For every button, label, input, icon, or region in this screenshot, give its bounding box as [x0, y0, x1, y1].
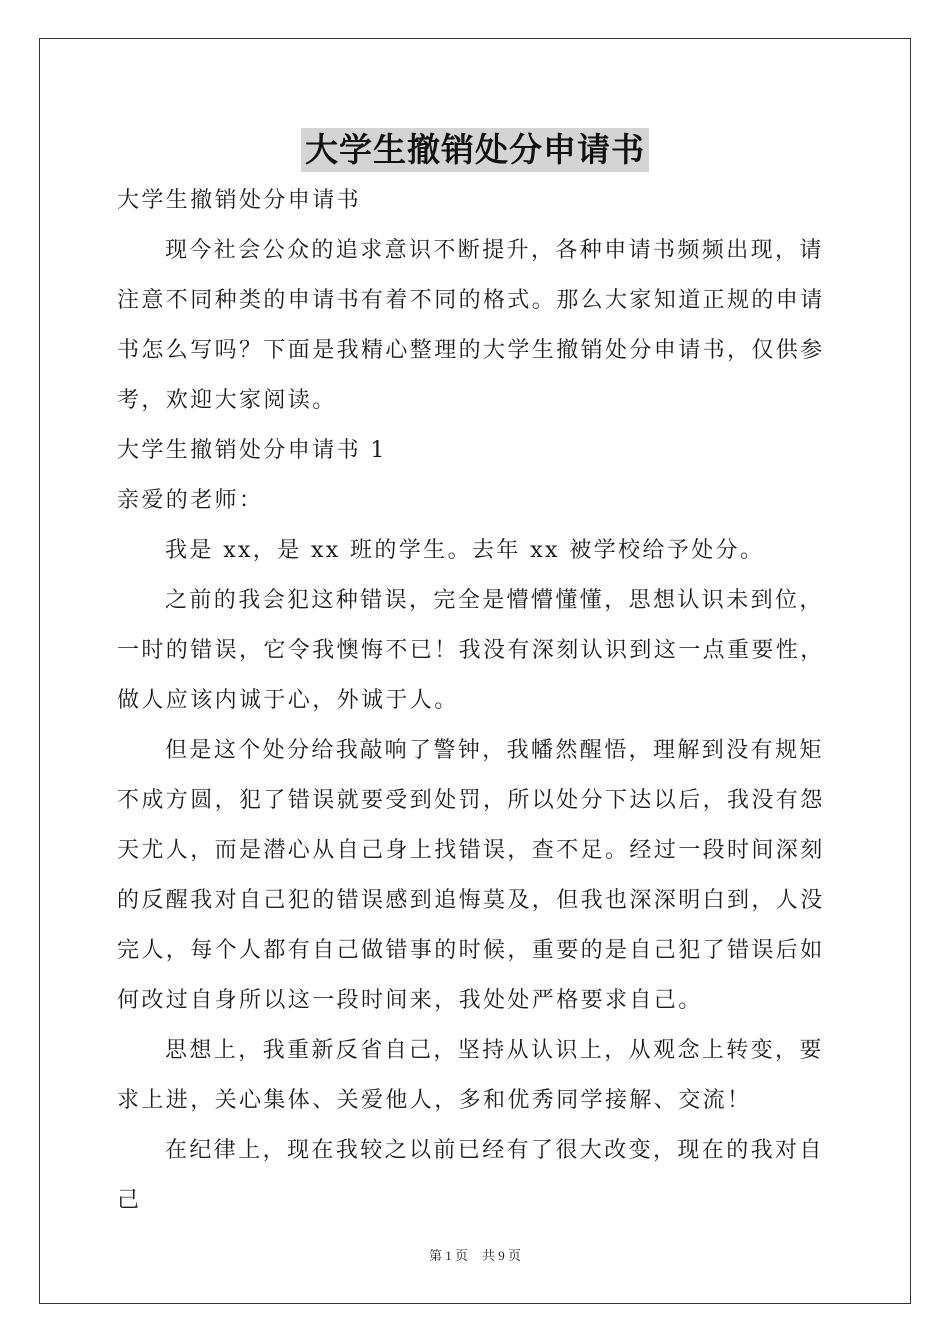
document-title-text: 大学生撤销处分申请书 [301, 128, 649, 172]
paragraph-intro: 现今社会公众的追求意识不断提升，各种申请书频频出现，请注意不同种类的申请书有着不同的格式。那么大家知道正规的申请书怎么写吗？下面是我精心整理的大学生撤销处分申请书，仅供参考，欢迎大家阅读。 [117, 238, 825, 413]
page-number-current: 第 1 页 [428, 1248, 468, 1263]
paragraph-body-4: 思想上，我重新反省自己，坚持从认识上，从观念上转变，要求上进，关心集体、关爱他人，多和优秀同学接解、交流！ [117, 1038, 824, 1113]
paragraph-section-heading: 大学生撤销处分申请书 1 [117, 438, 387, 463]
document-title [0, 128, 950, 172]
paragraph-body-2: 之前的我会犯这种错误，完全是懵懵懂懂，思想认识未到位，一时的错误，它令我懊悔不已！我没有深刻认识到这一点重要性，做人应该内诚于心，外诚于人。 [117, 588, 825, 713]
paragraph-salutation: 亲爱的老师： [117, 488, 264, 513]
paragraph-body-3: 但是这个处分给我敲响了警钟，我幡然醒悟，理解到没有规矩不成方圆，犯了错误就要受到处罚，所以处分下达以后，我没有怨天尤人，而是潜心从自己身上找错误，查不足。经过一段时间深刻的反醒我对自己犯的错误感到追悔莫及，但我也深深明白到，人没完人，每个人都有自己做错事的时候，重要的是自己犯了错误后如何改过自身所以这一段时间来，我处处严格要求自己。 [117, 738, 825, 1013]
paragraph-subtitle: 大学生撤销处分申请书 [117, 188, 362, 213]
page-number-total: 共 9 页 [482, 1248, 522, 1263]
page-footer [0, 1246, 950, 1266]
document-body [117, 176, 833, 1226]
paragraph-body-1: 我是 xx，是 xx 班的学生。去年 xx 被学校给予处分。 [165, 538, 765, 563]
paragraph-body-5: 在纪律上，现在我较之以前已经有了很大改变，现在的我对自己 [117, 1138, 824, 1213]
